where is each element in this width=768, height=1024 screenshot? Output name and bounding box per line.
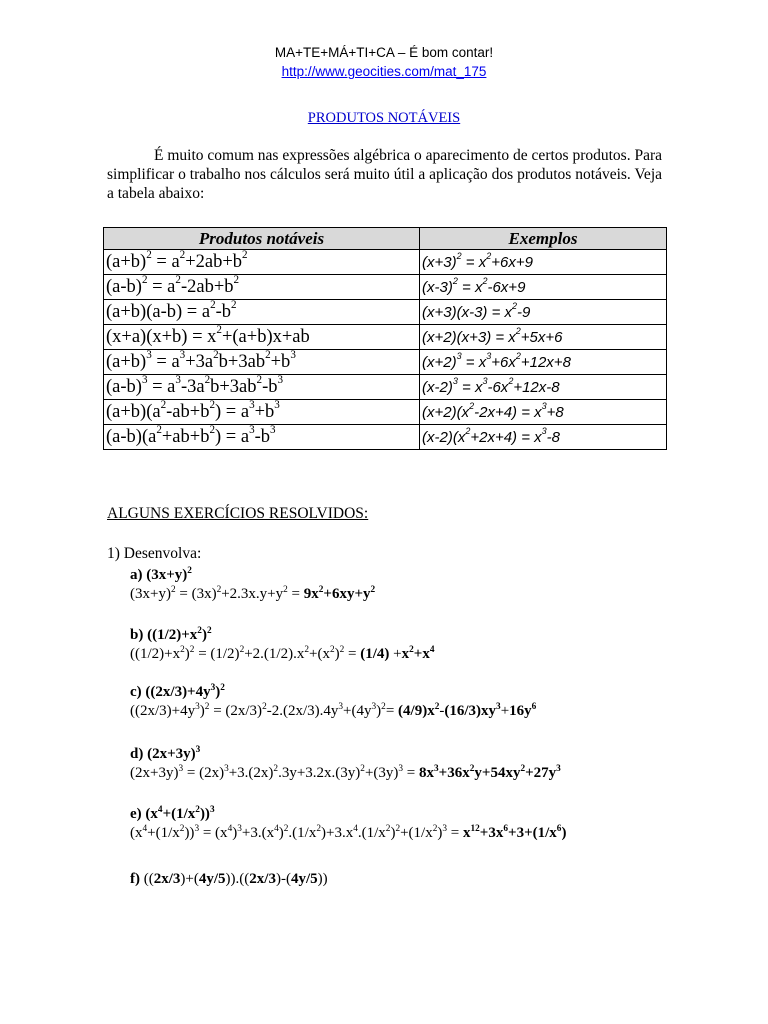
table-body: [104, 250, 667, 450]
product-example: $(x-2)^3 = x^3-6x^2+12x-8$: [420, 375, 667, 400]
document-header: MA+TE+MÁ+TI+CA – É bom contar!: [274, 45, 494, 60]
exercise-solution: $((2x/3)+4y^3)^2 = (2x/3)^2-2.(2x/3).4y^3+(4y^3)^2= (4/9)x^2-(16/3)xy^3+16y^6$: [130, 702, 537, 719]
table-row: [104, 275, 667, 300]
table-header-examples: Exemplos: [420, 228, 667, 250]
section-title: ALGUNS EXERCÍCIOS RESOLVIDOS:: [107, 505, 369, 522]
product-formula: $(a+b)^2 = a^2+2ab+b^2$: [104, 250, 420, 275]
exercise-heading: 1) Desenvolva:: [107, 545, 202, 562]
table-row: [104, 250, 667, 275]
intro-text: É muito comum nas expressões algébrica o aparecimento de certos produtos. Para simplificar o trabalho nos cálculos será muito útil a aplicação dos produtos notáveis. Veja a tabela abaixo:: [107, 147, 662, 202]
product-formula: $(a+b)(a-b) = a^2-b^2$: [104, 300, 420, 325]
table-row: [104, 425, 667, 450]
product-example: $(x+2)(x^2-2x+4) = x^3+8$: [420, 400, 667, 425]
table-row: [104, 350, 667, 375]
exercise-solution: $(2x+3y)^3 = (2x)^3+3.(2x)^2.3y+3.2x.(3y)^2+(3y)^3 = 8x^3+36x^2y+54xy^2+27y^3$: [130, 764, 561, 781]
page-title-text: PRODUTOS NOTÁVEIS: [307, 110, 461, 126]
product-formula: $(a-b)(a^2+ab+b^2) = a^3-b^3$: [104, 425, 420, 450]
product-example: $(x-3)^2 = x^2-6x+9$: [420, 275, 667, 300]
exercise-problem: b) $((1/2)+x^2)^2$: [130, 626, 212, 643]
exercise-solution: $(3x+y)^2 = (3x)^2+2.3x.y+y^2 = 9x^2+6xy+y^2$: [130, 585, 376, 602]
exercise-problem: e) $(x^4+(1/x^2))^3$: [130, 805, 215, 822]
exercise-solution: $(x^4+(1/x^2))^3 = (x^4)^3+3.(x^4)^2.(1/x^2)+3.x^4.(1/x^2)^2+(1/x^2)^3 = x^{12}+3x^6+3+(1/x^6)$: [130, 824, 567, 841]
product-formula: $(x+a)(x+b) = x^2+(a+b)x+ab$: [104, 325, 420, 350]
geocities-link[interactable]: http://www.geocities.com/mat_175: [281, 64, 487, 79]
product-formula: $(a+b)^3 = a^3+3a^2b+3ab^2+b^3$: [104, 350, 420, 375]
product-formula: $(a-b)^2 = a^2-2ab+b^2$: [104, 275, 420, 300]
exercise-problem: a) $(3x+y)^2$: [130, 566, 192, 583]
product-example: $(x+2)^3 = x^3+6x^2+12x+8$: [420, 350, 667, 375]
product-example: $(x-2)(x^2+2x+4) = x^3-8$: [420, 425, 667, 450]
product-example: $(x+2)(x+3) = x^2+5x+6$: [420, 325, 667, 350]
table-row: [104, 300, 667, 325]
product-example: $(x+3)^2 = x^2+6x+9$: [420, 250, 667, 275]
product-formula: $(a-b)^3 = a^3-3a^2b+3ab^2-b^3$: [104, 375, 420, 400]
table-header-products: Produtos notáveis: [104, 228, 420, 250]
product-example: $(x+3)(x-3) = x^2-9$: [420, 300, 667, 325]
table-row: [104, 400, 667, 425]
header-link-line: [0, 64, 768, 79]
page-title: [0, 110, 768, 127]
table-row: [104, 375, 667, 400]
exercise-solution: $((1/2)+x^2)^2 = (1/2)^2+2.(1/2).x^2+(x^2)^2 = (1/4) +x^2+x^4$: [130, 645, 435, 662]
products-table: [103, 227, 667, 450]
table-row: [104, 325, 667, 350]
exercise-problem: d) $(2x+3y)^3$: [130, 745, 201, 762]
intro-paragraph: [107, 146, 662, 203]
exercise-problem: c) $((2x/3)+4y^3)^2$: [130, 683, 225, 700]
product-formula: $(a+b)(a^2-ab+b^2) = a^3+b^3$: [104, 400, 420, 425]
exercise-problem: f) ((2x/3)+(4y/5)).((2x/3)-(4y/5)): [130, 871, 328, 887]
table-header-row: [104, 228, 667, 250]
